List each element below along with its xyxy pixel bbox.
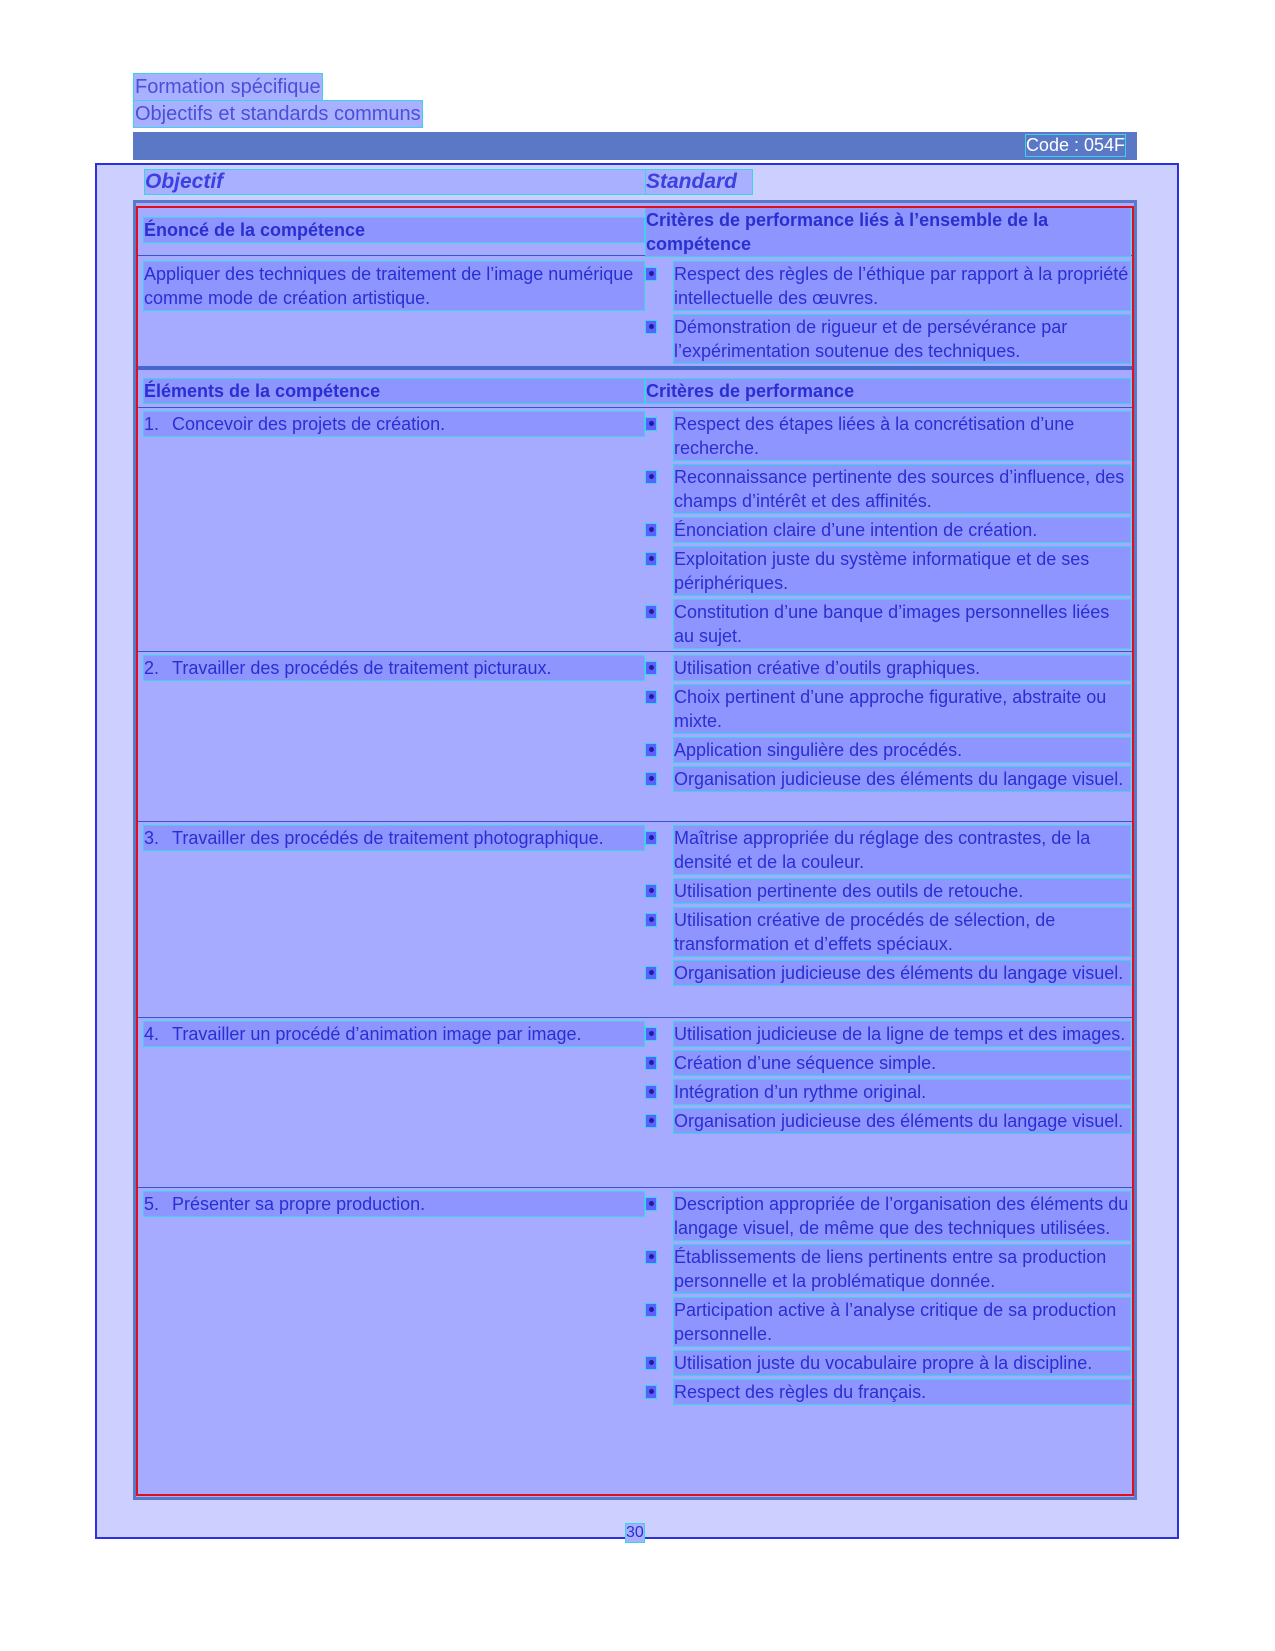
list-item: Utilisation judicieuse de la ligne de temps et des images. <box>646 1022 1130 1046</box>
bullet-icon <box>646 606 656 618</box>
bullet-icon <box>646 691 656 703</box>
competence-row <box>138 256 1132 370</box>
list-item: Reconnaissance pertinente des sources d’influence, des champs d’intérêt et des affinités. <box>646 465 1130 513</box>
element-criteria-list <box>646 1022 1130 1138</box>
element-text: Travailler des procédés de traitement picturaux. <box>172 658 552 678</box>
header-formation: Formation spécifique <box>135 76 321 98</box>
element-row-1: 1. Concevoir des projets de création. Respect des étapes liées à la concrétisation d’une recherche. Reconnaissance pertinente des sources d’influence, des champs d’intérêt et des affinités. Énonciation claire d’une intention de création. Exploitation juste du système informatique et de ses périphériques. Constitution d’une banque d’images personnelles liées au sujet. <box>138 408 1132 652</box>
course-code: Code : 054F <box>1025 135 1125 155</box>
list-item: Respect des étapes liées à la concrétisation d’une recherche. <box>646 412 1130 460</box>
element-row-4: 4. Travailler un procédé d’animation image par image. Utilisation judicieuse de la ligne de temps et des images. Création d’une séquence simple. Intégration d’un rythme original. Organisation judicieuse des éléments du langage visuel. <box>138 1018 1132 1188</box>
bullet-icon <box>646 967 656 979</box>
bullet-icon <box>646 1304 656 1316</box>
list-item: Utilisation pertinente des outils de retouche. <box>646 879 1130 903</box>
bullet-icon <box>646 1251 656 1263</box>
competence-criteria-list <box>646 262 1130 368</box>
element-row-5: 5. Présenter sa propre production. Description appropriée de l’organisation des éléments du langage visuel, de même que des techniques utilisées. Établissements de liens pertinents entre sa production personnelle et la problématique donnée. Participation active à l’analyse critique de sa production personnelle. Utilisation juste du vocabulaire propre à la discipline. Respect des règles du français. <box>138 1188 1132 1494</box>
list-item: Établissements de liens pertinents entre sa production personnelle et la problématique donnée. <box>646 1245 1130 1293</box>
bullet-icon <box>646 1086 656 1098</box>
element-text: Travailler des procédés de traitement photographique. <box>172 828 604 848</box>
code-bar <box>133 132 1137 160</box>
header-objectifs: Objectifs et standards communs <box>135 103 421 125</box>
list-item: Création d’une séquence simple. <box>646 1051 1130 1075</box>
bullet-icon <box>646 471 656 483</box>
bullet-icon <box>646 1028 656 1040</box>
competence-text: Appliquer des techniques de traitement de l’image numérique comme mode de création artistique. <box>144 262 644 310</box>
list-item: Respect des règles du français. <box>646 1380 1130 1404</box>
list-item: Choix pertinent d’une approche figurative, abstraite ou mixte. <box>646 685 1130 733</box>
bullet-icon <box>646 914 656 926</box>
bullet-icon <box>646 773 656 785</box>
bullet-icon <box>646 1357 656 1369</box>
elements-criteria-label: Critères de performance <box>646 379 1130 403</box>
list-item: Maîtrise appropriée du réglage des contrastes, de la densité et de la couleur. <box>646 826 1130 874</box>
bullet-icon <box>646 553 656 565</box>
objective-heading: Objectif <box>145 170 645 194</box>
bullet-icon <box>646 1198 656 1210</box>
list-item: Utilisation juste du vocabulaire propre à la discipline. <box>646 1351 1130 1375</box>
list-item: Organisation judicieuse des éléments du langage visuel. <box>646 1109 1130 1133</box>
list-item: Participation active à l’analyse critique de sa production personnelle. <box>646 1298 1130 1346</box>
competence-label: Énoncé de la compétence <box>144 218 644 242</box>
element-criteria-list <box>646 656 1130 796</box>
bullet-icon <box>646 321 656 333</box>
list-item: Énonciation claire d’une intention de création. <box>646 518 1130 542</box>
element-criteria-list <box>646 412 1130 653</box>
list-item: Respect des règles de l’éthique par rapport à la propriété intellectuelle des œuvres. <box>646 262 1130 310</box>
list-item: Organisation judicieuse des éléments du langage visuel. <box>646 961 1130 985</box>
bullet-icon <box>646 744 656 756</box>
bullet-icon <box>646 1057 656 1069</box>
element-row-2: 2. Travailler des procédés de traitement picturaux. Utilisation créative d’outils graphiques. Choix pertinent d’une approche figurative, abstraite ou mixte. Application singulière des procédés. Organisation judicieuse des éléments du langage visuel. <box>138 652 1132 822</box>
element-text: Concevoir des projets de création. <box>172 414 446 434</box>
element-row-3: 3. Travailler des procédés de traitement photographique. Maîtrise appropriée du réglage des contrastes, de la densité et de la couleur. Utilisation pertinente des outils de retouche. Utilisation créative de procédés de sélection, de transformation et d’effets spéciaux. Organisation judicieuse des éléments du langage visuel. <box>138 822 1132 1018</box>
standard-heading: Standard <box>646 170 752 194</box>
competence-criteria-label: Critères de performance liés à l’ensemble de la compétence <box>646 208 1130 256</box>
element-text: Travailler un procédé d’animation image par image. <box>172 1024 582 1044</box>
page-number: 30 <box>626 1524 644 1541</box>
bullet-icon <box>646 268 656 280</box>
list-item: Organisation judicieuse des éléments du langage visuel. <box>646 767 1130 791</box>
element-criteria-list <box>646 826 1130 990</box>
bullet-icon <box>646 418 656 430</box>
bullet-icon <box>646 524 656 536</box>
list-item: Description appropriée de l’organisation des éléments du langage visuel, de même que des techniques utilisées. <box>646 1192 1130 1240</box>
competence-header-row <box>138 206 1132 256</box>
element-text: Présenter sa propre production. <box>172 1194 426 1214</box>
list-item: Démonstration de rigueur et de persévérance par l’expérimentation soutenue des techniques. <box>646 315 1130 363</box>
page-header <box>134 74 422 128</box>
bullet-icon <box>646 1386 656 1398</box>
bullet-icon <box>646 832 656 844</box>
list-item: Application singulière des procédés. <box>646 738 1130 762</box>
list-item: Exploitation juste du système informatique et de ses périphériques. <box>646 547 1130 595</box>
list-item: Utilisation créative de procédés de sélection, de transformation et d’effets spéciaux. <box>646 908 1130 956</box>
list-item: Constitution d’une banque d’images personnelles liées au sujet. <box>646 600 1130 648</box>
element-criteria-list <box>646 1192 1130 1409</box>
list-item: Utilisation créative d’outils graphiques. <box>646 656 1130 680</box>
bullet-icon <box>646 885 656 897</box>
list-item: Intégration d’un rythme original. <box>646 1080 1130 1104</box>
bullet-icon <box>646 662 656 674</box>
bullet-icon <box>646 1115 656 1127</box>
elements-label: Éléments de la compétence <box>144 379 644 403</box>
elements-header-row <box>138 374 1132 408</box>
